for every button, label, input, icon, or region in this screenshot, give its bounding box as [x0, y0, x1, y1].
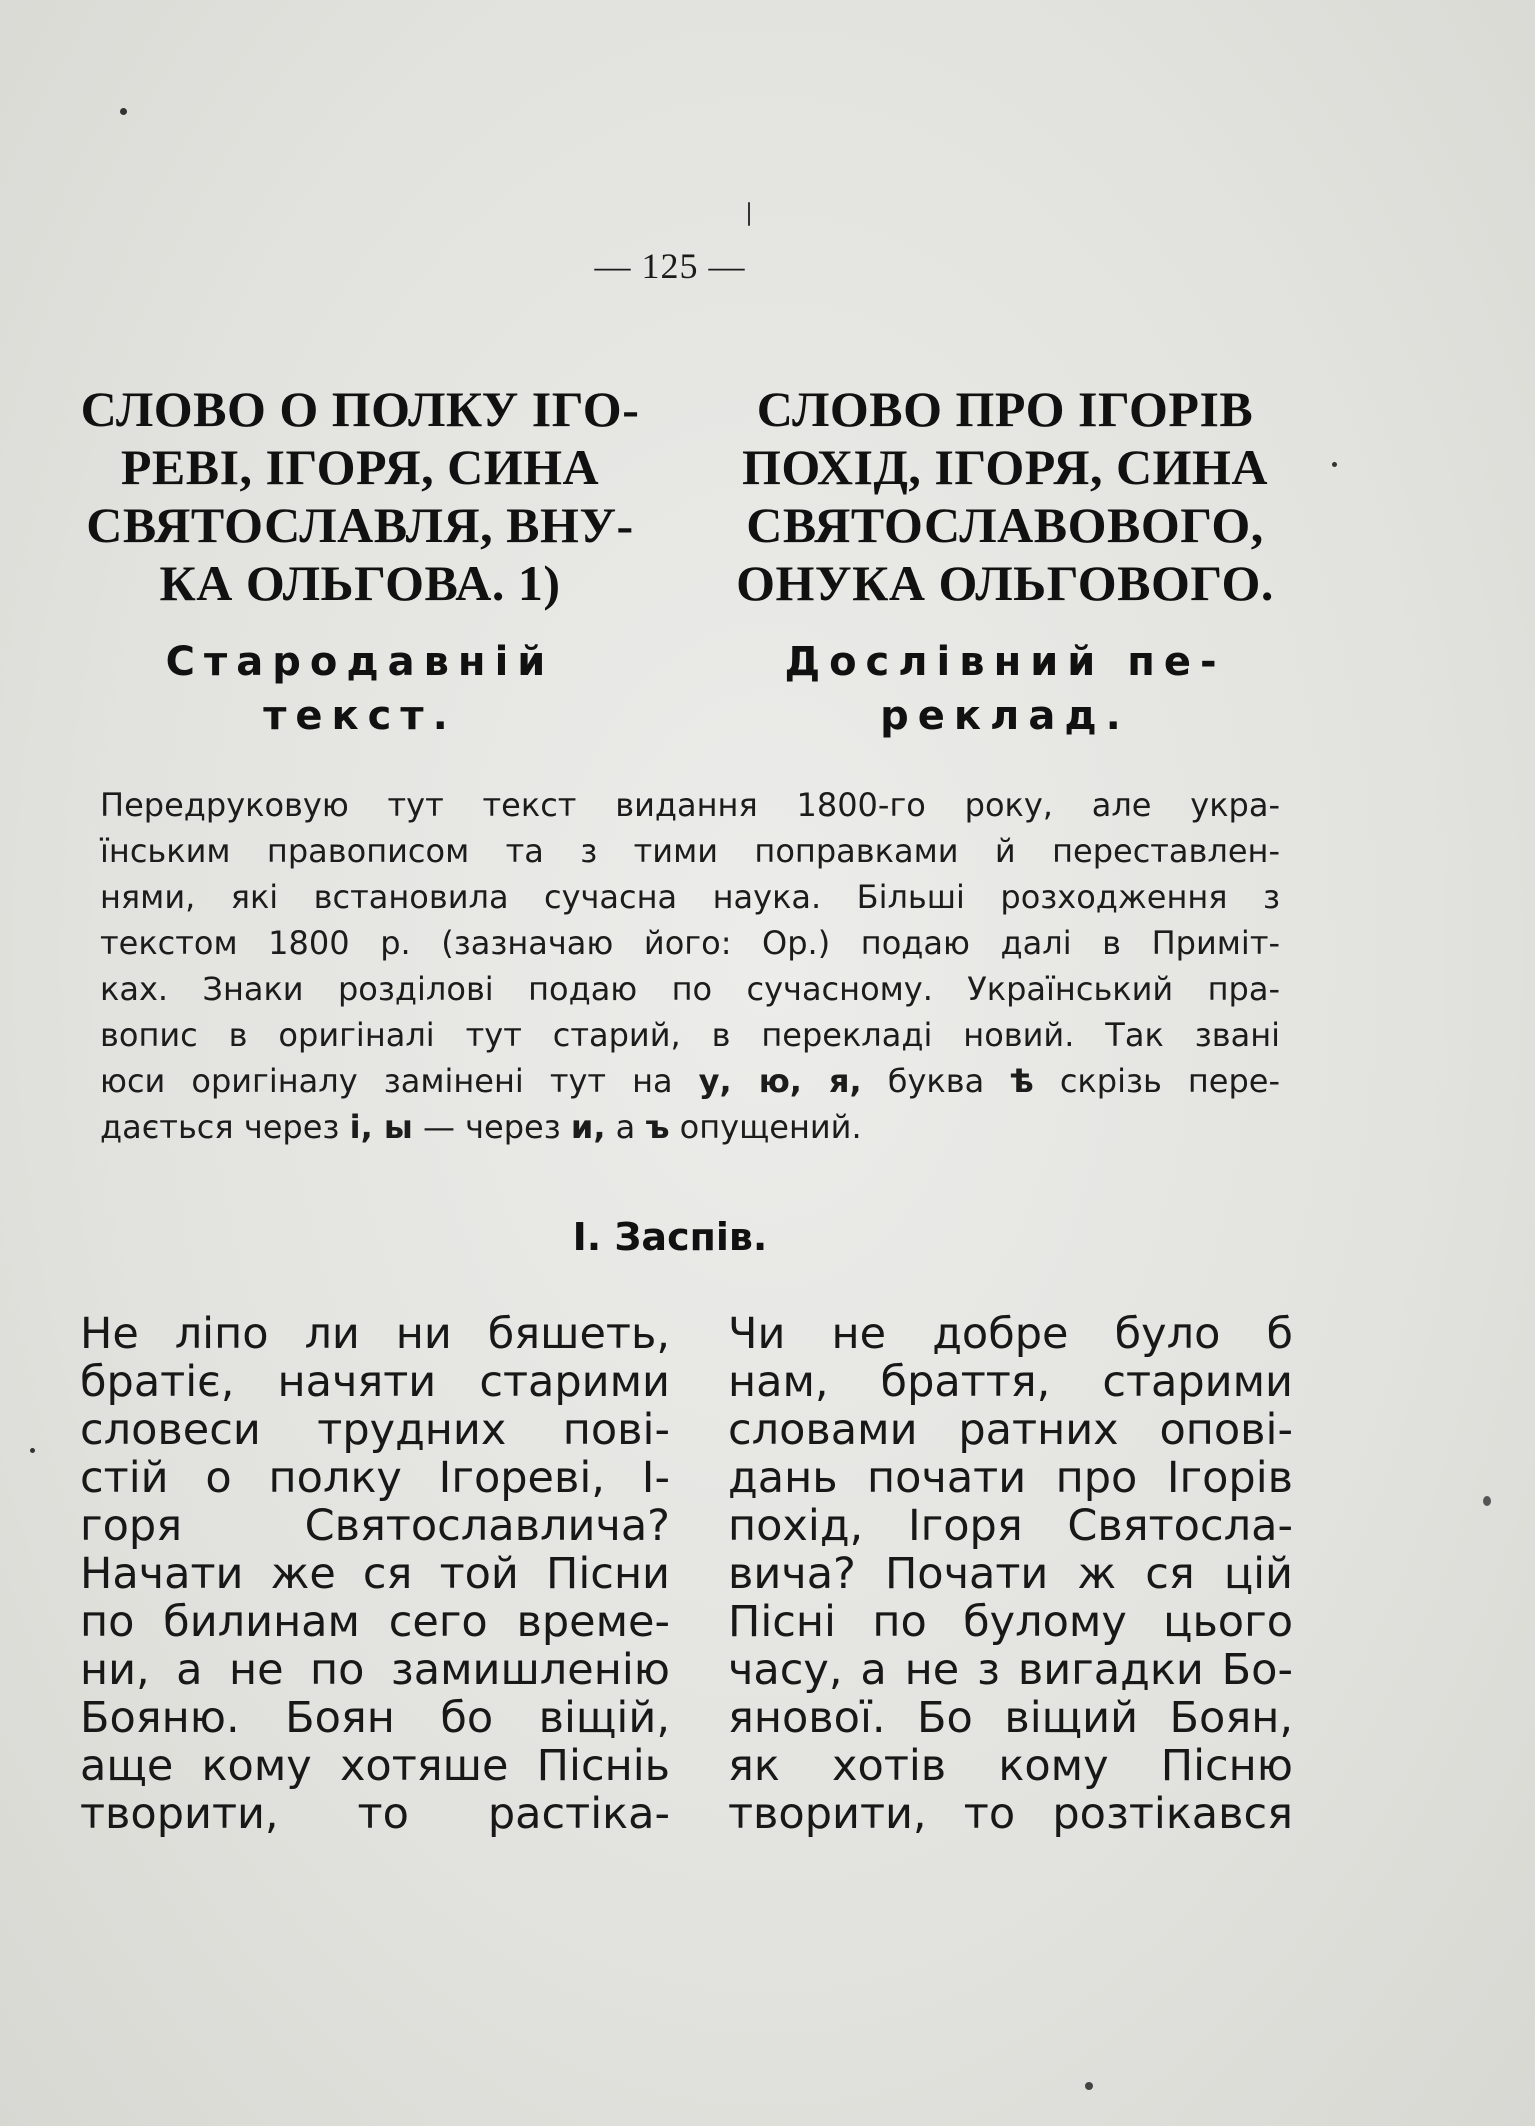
verse-line: Чи не добре було б [728, 1309, 1293, 1359]
verse-line: янової. Бо віщий Боян, [728, 1693, 1293, 1743]
intro-text: опущений. [669, 1108, 862, 1146]
verse-line: похід, Ігоря Святосла- [728, 1501, 1293, 1551]
verse-line: часу, а не з вигадки Бо- [728, 1645, 1293, 1695]
verse-line: словами ратних опові- [728, 1405, 1293, 1455]
left-subtitle [60, 635, 660, 743]
paper-speck [1483, 1496, 1491, 1506]
right-title-line: ОНУКА ОЛЬГОВОГО. [736, 555, 1274, 611]
right-title-line: СЛОВО ПРО ІГОРІВ [756, 381, 1254, 437]
intro-bold-letters: ъ [645, 1108, 670, 1146]
verse-line: Бояню. Боян бо віщій, [80, 1693, 670, 1743]
verse-line: по билинам сего време- [80, 1597, 670, 1647]
verse-line: вича? Почати ж ся цій [728, 1549, 1293, 1599]
intro-line: вопис в оригіналі тут старий, в перекладі новий. Так звані [100, 1016, 1280, 1054]
intro-line [100, 1058, 1280, 1104]
right-title-line: ПОХІД, ІГОРЯ, СИНА [742, 439, 1268, 495]
intro-text: — через [412, 1108, 571, 1146]
verse-left-column [80, 1310, 670, 1838]
right-subtitle [705, 635, 1305, 743]
left-title-line: КА ОЛЬГОВА. 1) [159, 555, 561, 611]
intro-text: юси оригіналу замінені тут на [100, 1062, 699, 1100]
left-title-line: РЕВІ, ІГОРЯ, СИНА [120, 439, 600, 495]
verse-line: братіє, начяти старими [80, 1357, 670, 1407]
right-title-line: СВЯТОСЛАВОВОГО, [746, 497, 1264, 553]
paper-speck [120, 108, 127, 115]
intro-text: буква [861, 1062, 1011, 1100]
paper-speck [1085, 2082, 1093, 2090]
page-number: — 125 — [594, 246, 746, 286]
verse-right-column [728, 1310, 1293, 1838]
paper-speck [748, 202, 750, 226]
left-subtitle-line: текст. [263, 693, 457, 739]
intro-line [100, 1104, 1280, 1150]
intro-line: їнським правописом та з тими поправками й переставлен- [100, 832, 1280, 870]
verse-line: ни, а не по замишленію [80, 1645, 670, 1695]
right-title [705, 380, 1305, 612]
intro-line: текстом 1800 р. (зазначаю його: Ор.) подаю далі в Приміт- [100, 924, 1280, 962]
intro-line: ках. Знаки розділові подаю по сучасному. Український пра- [100, 970, 1280, 1008]
verse-line: творити, то розтікався [728, 1789, 1293, 1839]
verse-line: горя Святославлича? [80, 1501, 670, 1551]
verse-line: стій о полку Ігореві, І- [80, 1453, 670, 1503]
verse-line: нам, браття, старими [728, 1357, 1293, 1407]
verse-line: Не ліпо ли ни бяшеть, [80, 1309, 670, 1359]
intro-line: нями, які встановила сучасна наука. Більші розходження з [100, 878, 1280, 916]
paper-speck [1332, 462, 1337, 467]
intro-bold-letters: у, ю, я, [698, 1062, 862, 1100]
right-subtitle-line: реклад. [880, 693, 1130, 739]
verse-line: аще кому хотяше Пісніь [80, 1741, 670, 1791]
verse-line: Пісні по булому цього [728, 1597, 1293, 1647]
intro-line: Передруковую тут текст видання 1800-го року, але укра- [100, 786, 1280, 824]
left-subtitle-line: Стародавній [165, 639, 555, 685]
intro-text: скрізь пере- [1033, 1062, 1281, 1100]
right-subtitle-line: Дослівний пе- [784, 639, 1226, 685]
verse-line: словеси трудних пові- [80, 1405, 670, 1455]
verse-line: як хотів кому Пісню [728, 1741, 1293, 1791]
intro-bold-letters: ѣ [1010, 1062, 1034, 1100]
intro-paragraph [100, 782, 1280, 1150]
intro-bold-letters: и, [570, 1108, 606, 1146]
left-title-line: СВЯТОСЛАВЛЯ, ВНУ- [86, 497, 634, 553]
verse-line: творити, то растіка- [80, 1789, 670, 1839]
intro-bold-letters: і, ы [349, 1108, 413, 1146]
verse-line: дань почати про Ігорів [728, 1453, 1293, 1503]
intro-text: а [605, 1108, 646, 1146]
left-title-line: СЛОВО О ПОЛКУ ІГО- [80, 381, 640, 437]
left-title [60, 380, 660, 612]
section-heading: І. Заспів. [572, 1215, 768, 1259]
verse-line: Начати же ся той Пісни [80, 1549, 670, 1599]
paper-speck [30, 1448, 35, 1453]
intro-text: дається через [100, 1108, 350, 1146]
